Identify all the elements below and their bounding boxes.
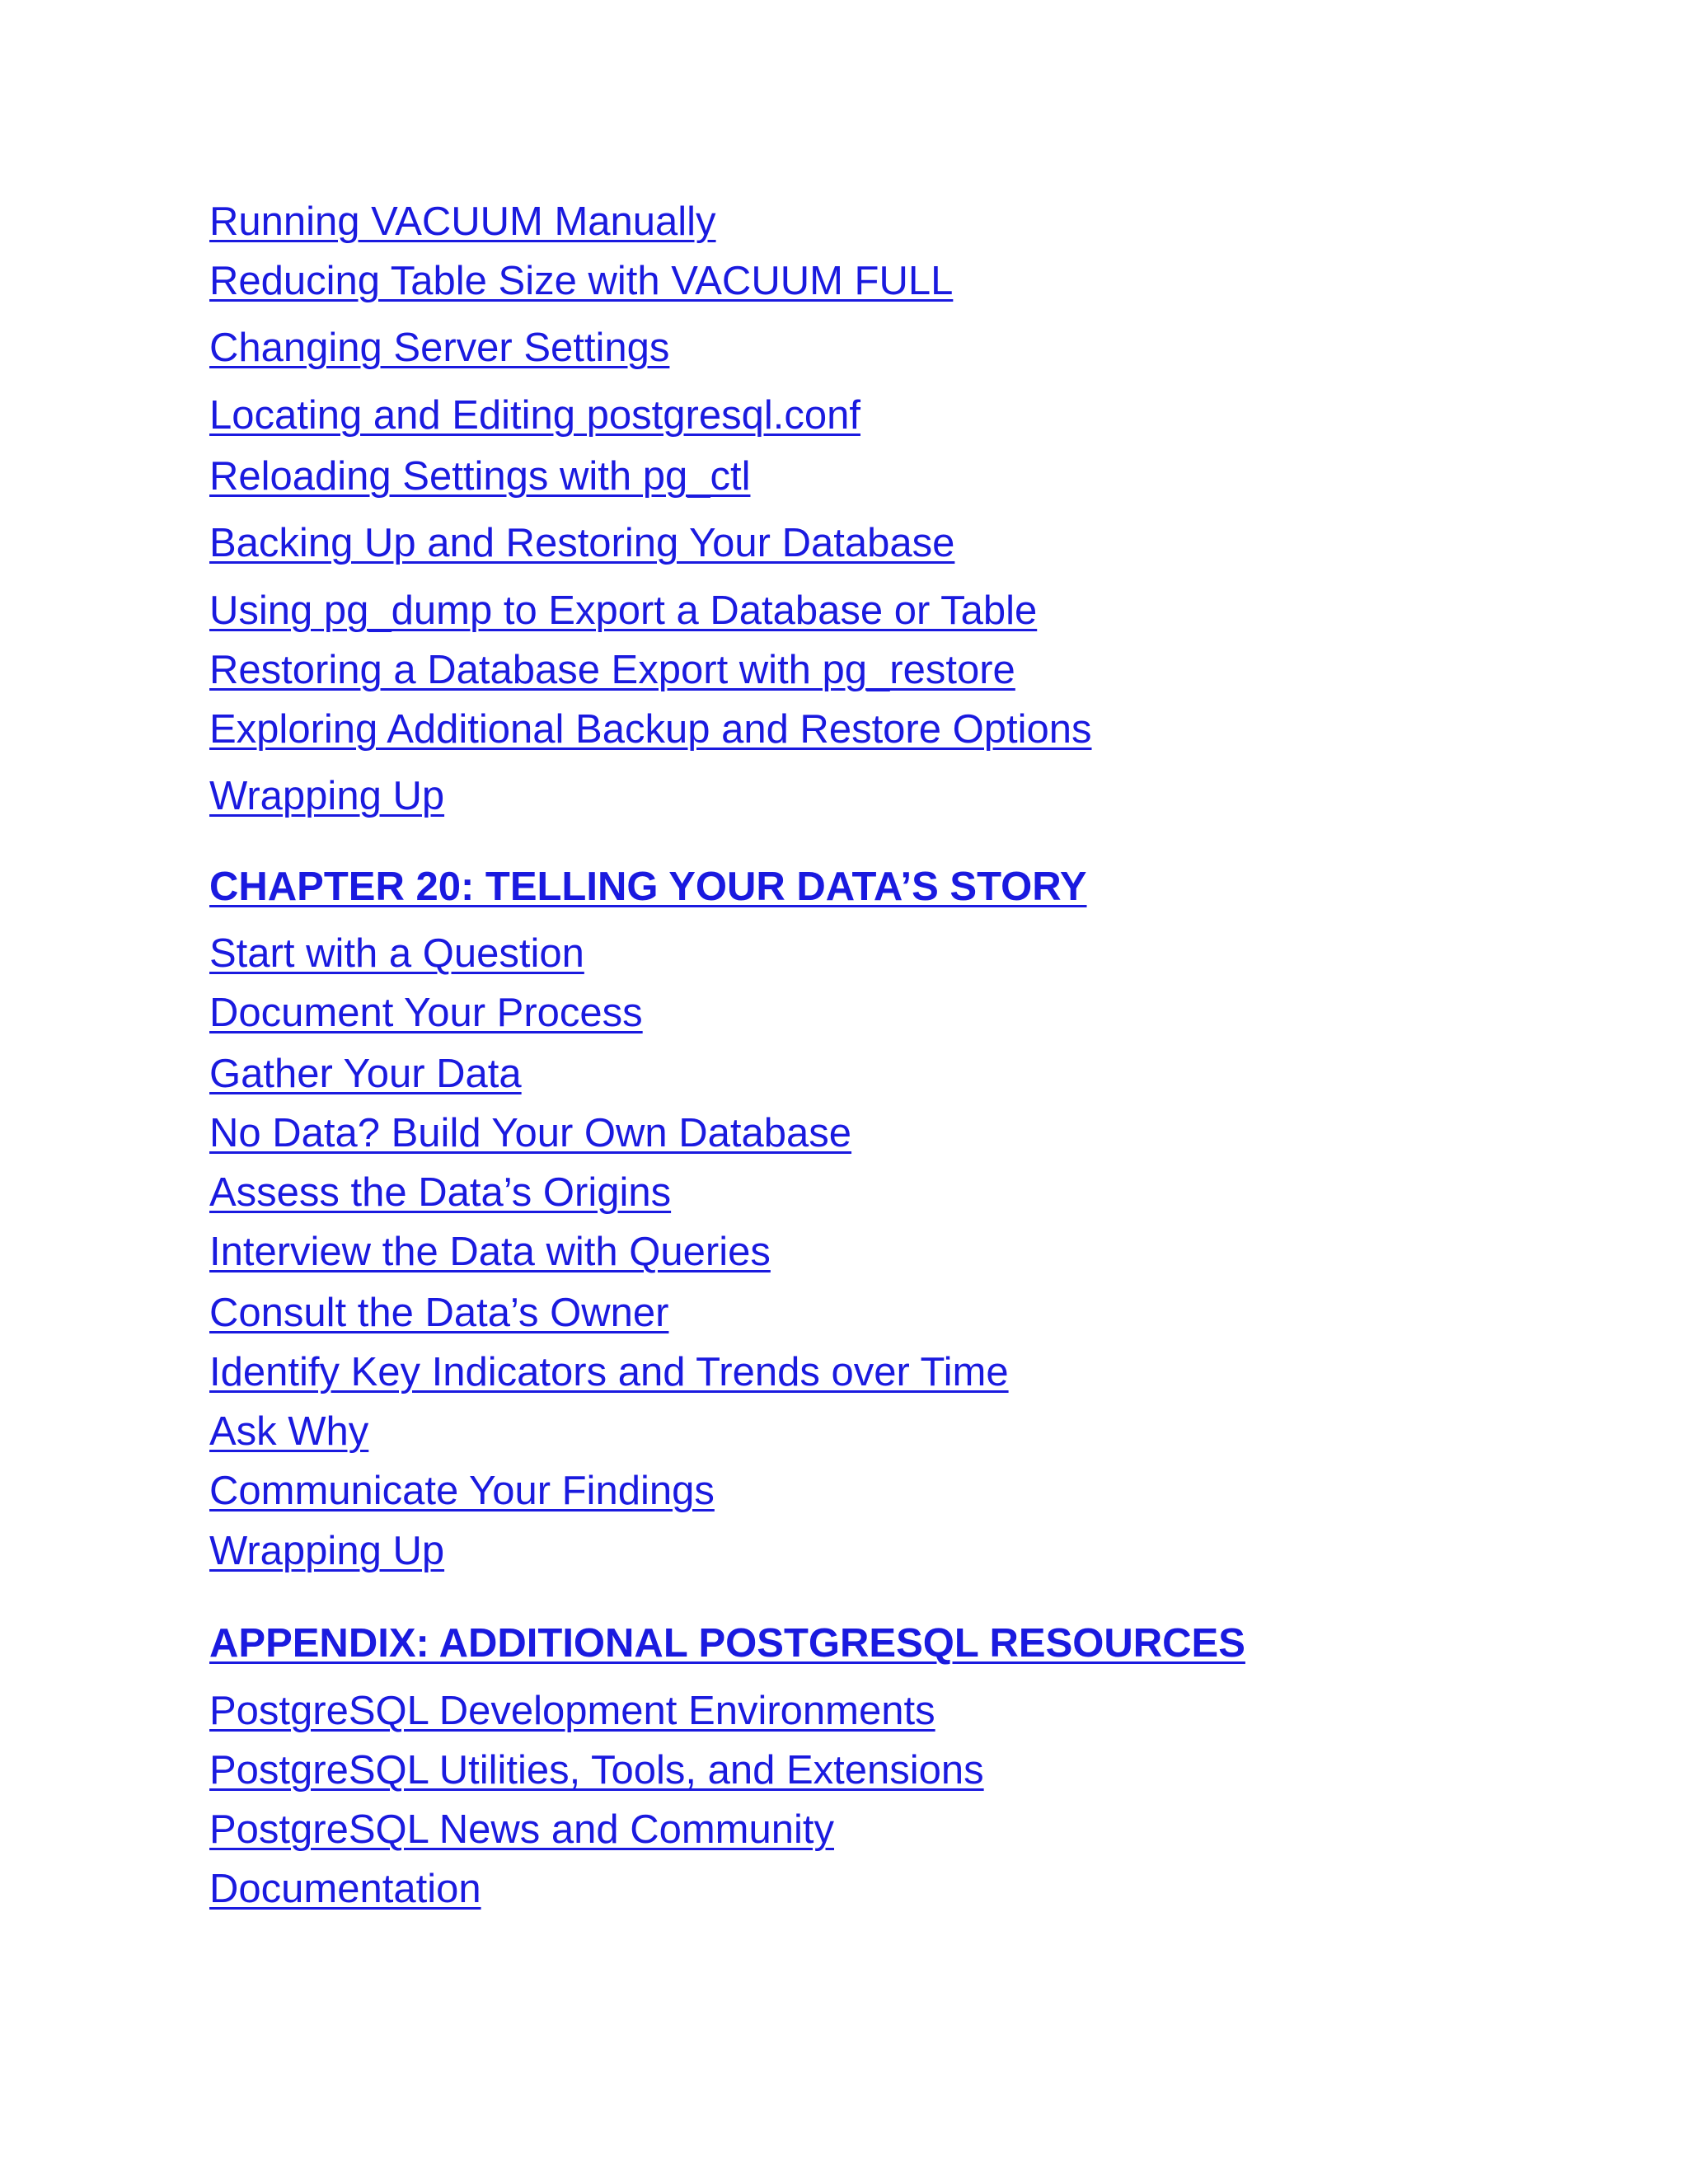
toc-link-news-community[interactable]: PostgreSQL News and Community (209, 1807, 834, 1852)
toc-link-backing-up-restoring[interactable]: Backing Up and Restoring Your Database (209, 521, 955, 565)
toc-link-documentation[interactable]: Documentation (209, 1867, 481, 1911)
toc-link-changing-server-settings[interactable]: Changing Server Settings (209, 326, 670, 370)
toc-link-interview-data[interactable]: Interview the Data with Queries (209, 1230, 771, 1274)
toc-link-communicate-findings[interactable]: Communicate Your Findings (209, 1469, 715, 1513)
toc-link-assess-origins[interactable]: Assess the Data’s Origins (209, 1170, 672, 1215)
toc-link-key-indicators[interactable]: Identify Key Indicators and Trends over Time (209, 1350, 1009, 1394)
toc-link-consult-owner[interactable]: Consult the Data’s Owner (209, 1291, 669, 1335)
toc-link-ask-why[interactable]: Ask Why (209, 1409, 369, 1454)
toc-link-dev-environments[interactable]: PostgreSQL Development Environments (209, 1689, 935, 1733)
chapter-20-heading[interactable]: CHAPTER 20: TELLING YOUR DATA’S STORY (209, 865, 1087, 909)
toc-link-document-process[interactable]: Document Your Process (209, 991, 643, 1035)
toc-link-reducing-table-size[interactable]: Reducing Table Size with VACUUM FULL (209, 259, 954, 303)
toc-link-restoring-pg-restore[interactable]: Restoring a Database Export with pg_restore (209, 648, 1015, 692)
toc-link-using-pg-dump[interactable]: Using pg_dump to Export a Database or Table (209, 588, 1038, 633)
toc-link-running-vacuum-manually[interactable]: Running VACUUM Manually (209, 199, 716, 244)
toc-link-build-own-database[interactable]: No Data? Build Your Own Database (209, 1111, 852, 1155)
toc-link-gather-data[interactable]: Gather Your Data (209, 1052, 522, 1096)
toc-link-reloading-settings[interactable]: Reloading Settings with pg_ctl (209, 454, 751, 499)
toc-link-locating-postgresql-conf[interactable]: Locating and Editing postgresql.conf (209, 393, 860, 438)
toc-link-wrapping-up-19[interactable]: Wrapping Up (209, 774, 445, 818)
toc-link-additional-backup-options[interactable]: Exploring Additional Backup and Restore Options (209, 707, 1092, 752)
appendix-heading[interactable]: APPENDIX: ADDITIONAL POSTGRESQL RESOURCES (209, 1621, 1245, 1666)
toc-link-start-with-question[interactable]: Start with a Question (209, 931, 584, 976)
toc-link-wrapping-up-20[interactable]: Wrapping Up (209, 1529, 445, 1573)
toc-link-utilities-tools[interactable]: PostgreSQL Utilities, Tools, and Extensions (209, 1748, 984, 1793)
